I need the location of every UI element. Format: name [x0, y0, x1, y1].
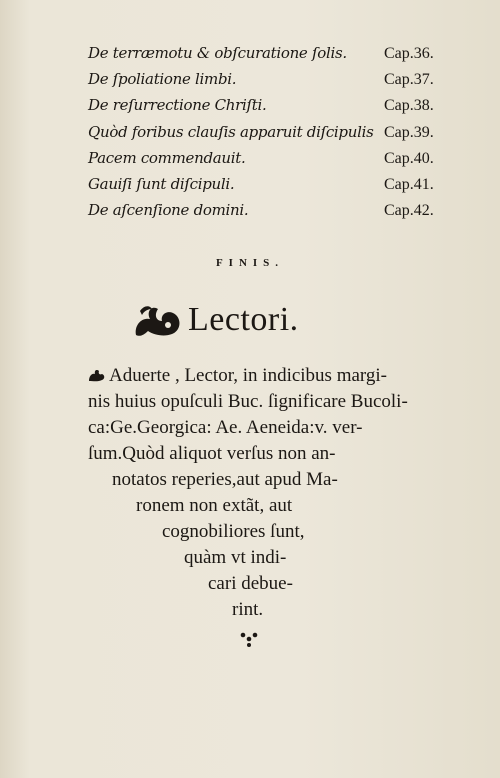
note-text: Aduerte , Lector, in indicibus margi- — [109, 365, 388, 386]
note-line — [88, 365, 387, 391]
note-line — [184, 547, 286, 573]
toc-row — [88, 175, 460, 201]
note-text: ſum.Quòd aliquot verſus non an- — [88, 443, 336, 464]
finis-heading: FINIS. — [215, 257, 285, 269]
lectori-title: Lectori. — [188, 301, 299, 338]
note-line — [88, 443, 336, 469]
toc-chapter: Cap.39. — [384, 123, 434, 141]
note-text: notatos reperies,aut apud Ma- — [112, 469, 338, 490]
toc-chapter: Cap.37. — [384, 71, 434, 89]
fleuron-icon — [88, 368, 106, 382]
toc-chapter: Cap.41. — [384, 175, 434, 193]
toc-title: Pacem commendauit. — [88, 148, 246, 167]
toc-title: Gauiſi ſunt diſcipuli. — [88, 174, 235, 193]
toc-row — [88, 201, 460, 227]
note-text: rint. — [232, 599, 264, 620]
note-line — [88, 417, 362, 443]
note-text: ca:Ge.Georgica: Ae. Aeneida:v. ver- — [88, 417, 363, 438]
toc-title: De ſpoliatione limbi. — [88, 70, 237, 89]
end-ornament-icon — [236, 630, 262, 648]
note-line — [136, 495, 292, 521]
toc-title: De reſurrectione Chriſti. — [88, 96, 267, 115]
toc-title: De aſcenſione domini. — [88, 201, 249, 220]
note-line — [112, 469, 338, 495]
toc-row — [88, 70, 460, 96]
lectori-heading — [132, 296, 299, 344]
toc-row — [88, 149, 460, 175]
toc-title: De terræmotu & obſcuratione ſolis. — [88, 44, 347, 62]
fleuron-icon — [132, 301, 184, 339]
note-text: cari debue- — [208, 573, 293, 594]
note-line — [208, 573, 293, 599]
note-text: quàm vt indi- — [184, 547, 287, 568]
toc-row — [88, 96, 460, 122]
note-line — [162, 521, 304, 547]
toc-chapter: Cap.36. — [384, 45, 434, 62]
note-text: nis huius opuſculi Buc. ſignificare Bucoli- — [88, 391, 408, 412]
toc-row — [88, 44, 460, 70]
toc-title: Quòd foribus clauſis apparuit diſcipulis — [88, 122, 374, 141]
toc-chapter: Cap.38. — [384, 97, 434, 115]
toc-chapter: Cap.42. — [384, 202, 434, 220]
toc-row — [88, 123, 460, 149]
note-text: cognobiliores ſunt, — [162, 521, 305, 542]
table-of-contents — [88, 44, 460, 227]
note-line — [232, 599, 263, 625]
note-line — [88, 391, 408, 417]
note-text: ronem non extãt, aut — [136, 495, 293, 516]
toc-chapter: Cap.40. — [384, 149, 434, 167]
